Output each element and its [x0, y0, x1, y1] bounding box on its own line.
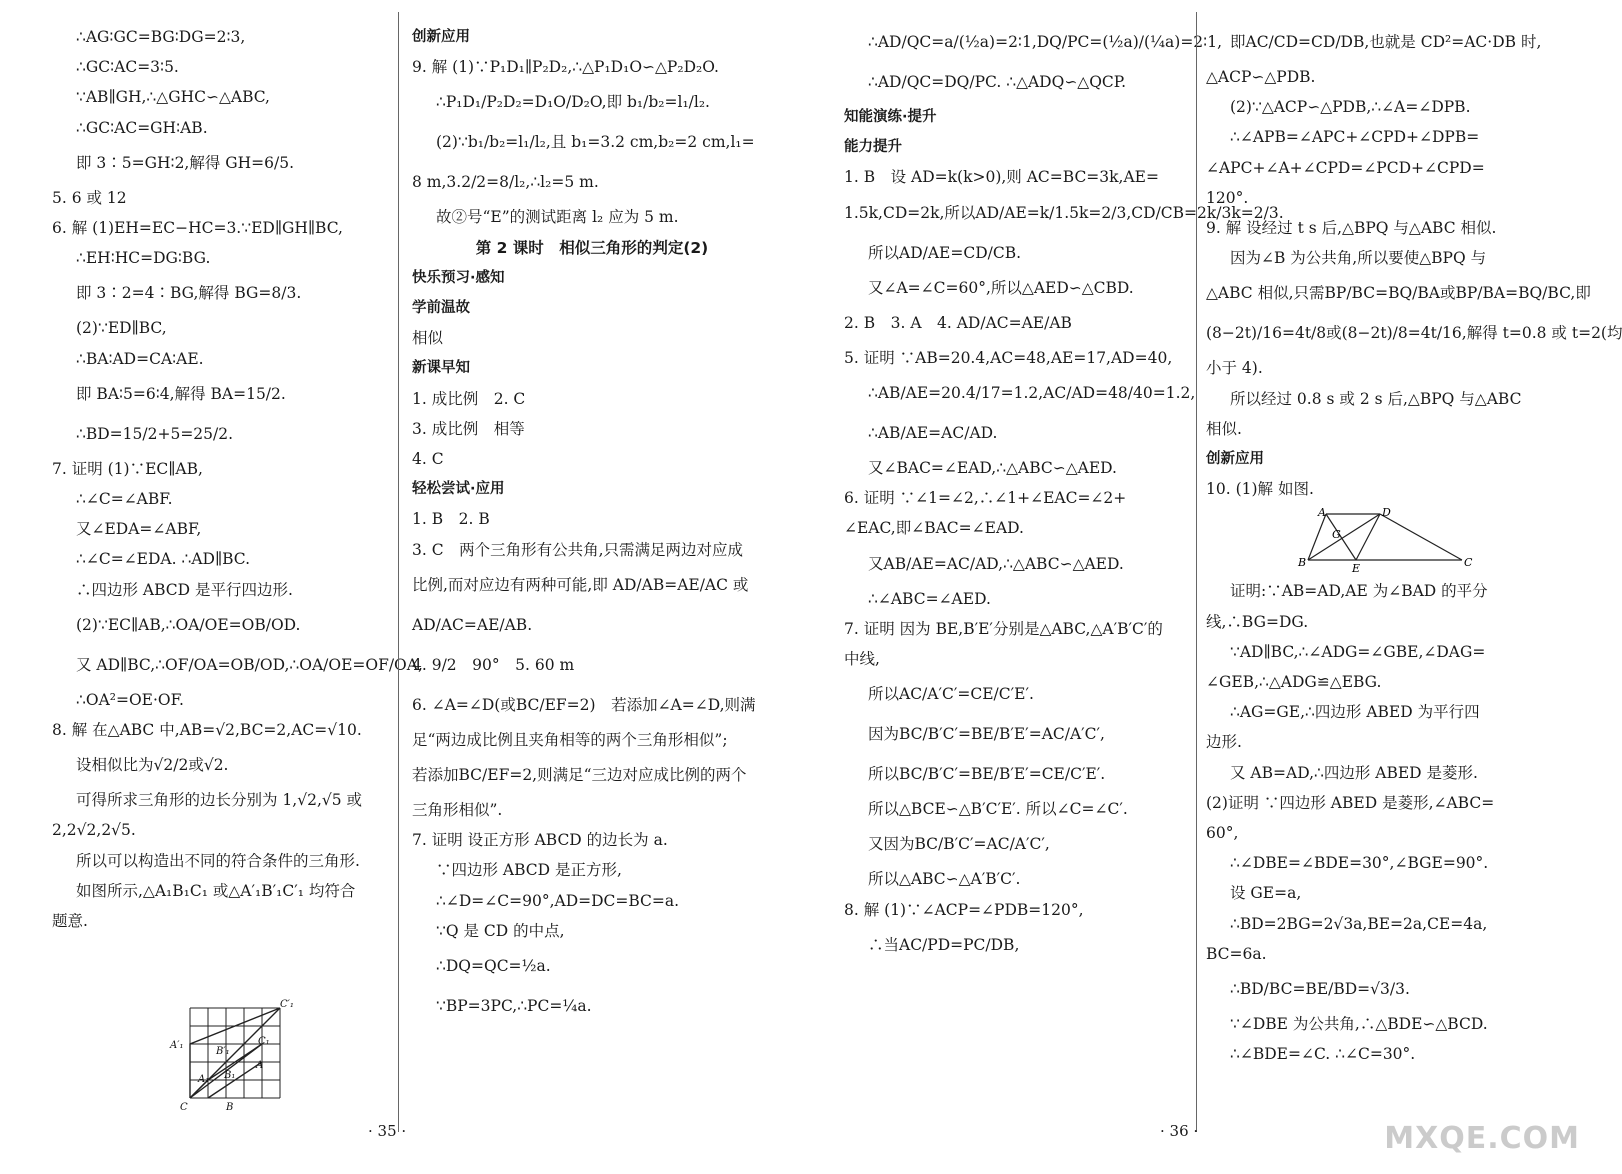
text-line: 所以AD/AE=CD/CB.: [868, 243, 1022, 262]
text-line: 即 BA∶5=6∶4,解得 BA=15/2.: [76, 384, 286, 403]
figure-line: [1308, 514, 1326, 560]
text-line: ∴BD=2BG=2√3a,BE=2a,CE=4a,: [1230, 914, 1488, 933]
text-line: 即 3∶5=GH∶2,解得 GH=6/5.: [76, 153, 295, 172]
text-line: ∵Q 是 CD 的中点,: [436, 921, 565, 940]
text-line: ∵∠DBE 为公共角,∴△BDE∽△BCD.: [1230, 1015, 1488, 1034]
text-line: 题意.: [52, 912, 88, 931]
text-line: 5. 证明 ∵AB=20.4,AC=48,AE=17,AD=40,: [844, 348, 1173, 367]
label-b1: B₁: [224, 1070, 236, 1081]
text-line: 又 AD∥BC,∴OF/OA=OB/OD,∴OA/OE=OF/OA,: [76, 655, 423, 674]
text-line: 所以△ABC∽△A′B′C′.: [868, 870, 1021, 889]
text-line: ∠APC+∠A+∠CPD=∠PCD+∠CPD=: [1206, 158, 1485, 177]
figure-line: [1356, 514, 1380, 560]
text-line: 7. 证明 因为 BE,B′E′分别是△ABC,△A′B′C′的: [844, 619, 1163, 638]
text-line: 3. C 两个三角形有公共角,只需满足两边对应成: [412, 540, 744, 559]
text-line: 如图所示,△A₁B₁C₁ 或△A′₁B′₁C′₁ 均符合: [76, 881, 356, 900]
text-line: ∠GEB,∴△ADG≌△EBG.: [1206, 673, 1382, 692]
text-line: ∴∠APB=∠APC+∠CPD+∠DPB=: [1230, 128, 1480, 147]
text-line: 又AB/AE=AC/AD,∴△ABC∽△AED.: [868, 554, 1124, 573]
text-line: ∵BP=3PC,∴PC=¼a.: [436, 997, 592, 1016]
text-line: 1.5k,CD=2k,所以AD/AE=k/1.5k=2/3,CD/CB=2k/3k=2/3.: [844, 203, 1284, 222]
text-line: ∴当AC/PD=PC/DB,: [868, 935, 1020, 954]
text-line: 9. 解 设经过 t s 后,△BPQ 与△ABC 相似.: [1206, 219, 1497, 238]
text-line: 又∠BAC=∠EAD,∴△ABC∽△AED.: [868, 459, 1117, 478]
text-line: 小于 4).: [1206, 359, 1263, 378]
text-line: 快乐预习·感知: [412, 269, 505, 286]
text-line: 所以经过 0.8 s 或 2 s 后,△BPQ 与△ABC: [1230, 389, 1522, 408]
text-line: ∵AB∥GH,∴△GHC∽△ABC,: [76, 88, 270, 107]
text-line: 8. 解 (1)∵∠ACP=∠PDB=120°,: [844, 900, 1084, 919]
figure-label-e: E: [1352, 562, 1361, 576]
text-line: AD/AC=AE/AB.: [412, 615, 533, 634]
text-line: 6. 解 (1)EH=EC−HC=3.∵ED∥GH∥BC,: [52, 219, 343, 238]
page-number-left: · 35 ·: [368, 1122, 407, 1140]
watermark: MXQE.COM: [1384, 1121, 1580, 1156]
text-line: 6. 证明 ∵∠1=∠2,∴∠1+∠EAC=∠2+: [844, 489, 1127, 508]
text-line: (2)∵b₁/b₂=l₁/l₂,且 b₁=3.2 cm,b₂=2 cm,l₁=: [436, 133, 755, 152]
text-line: 轻松尝试·应用: [412, 481, 505, 498]
text-line: 可得所求三角形的边长分别为 1,√2,√5 或: [76, 791, 363, 810]
text-line: 4. C: [412, 450, 444, 469]
text-line: 120°.: [1206, 188, 1249, 207]
text-line: BC=6a.: [1206, 944, 1267, 963]
text-line: ∴四边形 ABCD 是平行四边形.: [76, 580, 293, 599]
text-line: ∵AD∥BC,∴∠ADG=∠GBE,∠DAG=: [1230, 642, 1486, 661]
text-line: (8−2t)/16=4t/8或(8−2t)/8=4t/16,解得 t=0.8 或 t=2(均: [1206, 324, 1622, 343]
text-line: 所以BC/B′C′=BE/B′E′=CE/C′E′.: [868, 765, 1106, 784]
text-line: 所以AC/A′C′=CE/C′E′.: [868, 685, 1034, 704]
text-line: ∵四边形 ABCD 是正方形,: [436, 861, 622, 880]
text-line: 即 3∶2=4∶BG,解得 BG=8/3.: [76, 284, 302, 303]
text-line: 创新应用: [1206, 451, 1264, 468]
text-line: 又 AB=AD,∴四边形 ABED 是菱形.: [1230, 763, 1478, 782]
figure-line: [1308, 514, 1380, 560]
text-line: ∴AB/AE=20.4/17=1.2,AC/AD=48/40=1.2,: [868, 384, 1196, 403]
text-line: △ABC 相似,只需BP/BC=BQ/BA或BP/BA=BQ/BC,即: [1206, 284, 1591, 303]
text-line: 新课早知: [412, 360, 470, 377]
left-column-1: [52, 22, 423, 936]
figure-label-a: A: [1318, 506, 1326, 520]
text-line: 又∠EDA=∠ABF,: [76, 520, 202, 539]
text-line: ∴∠D=∠C=90°,AD=DC=BC=a.: [436, 891, 680, 910]
text-line: ∴P₁D₁/P₂D₂=D₁O/D₂O,即 b₁/b₂=l₁/l₂.: [436, 93, 710, 112]
text-line: ∴EH∶HC=DG∶BG.: [76, 249, 211, 268]
text-line: ∴∠C=∠ABF.: [76, 490, 173, 509]
text-line: 8 m,3.2/2=8/l₂,∴l₂=5 m.: [412, 173, 599, 192]
text-line: 1. 成比例 2. C: [412, 389, 526, 408]
text-line: 若添加BC/EF=2,则满足“三边对应成比例的两个: [412, 766, 747, 785]
text-line: (2)∵ED∥BC,: [76, 319, 167, 338]
grid-figure: [168, 998, 298, 1116]
text-line: 2. B 3. A 4. AD/AC=AE/AB: [844, 313, 1072, 332]
text-line: 所以△BCE∽△B′C′E′. 所以∠C=∠C′.: [868, 800, 1128, 819]
text-line: ∠EAC,即∠BAC=∠EAD.: [844, 519, 1024, 538]
text-line: 又∠A=∠C=60°,所以△AED∽△CBD.: [868, 278, 1134, 297]
text-line: ∴OA²=OE·OF.: [76, 690, 184, 709]
text-line: ∴BD=15/2+5=25/2.: [76, 424, 234, 443]
text-line: ∴BA∶AD=CA∶AE.: [76, 349, 204, 368]
label-a1: A₁: [198, 1074, 210, 1085]
figure-label-b: B: [1298, 556, 1307, 570]
text-line: 4. 9/2 90° 5. 60 m: [412, 655, 575, 674]
column-divider: [398, 12, 399, 1132]
text-line: 60°,: [1206, 824, 1239, 843]
text-line: ∴GC∶AC=3∶5.: [76, 58, 179, 77]
text-line: 学前温故: [412, 300, 470, 317]
right-page: [800, 0, 1622, 1174]
label-c: C: [180, 1102, 188, 1113]
figure-label-c: C: [1464, 556, 1473, 570]
text-line: 9. 解 (1)∵P₁D₁∥P₂D₂,∴△P₁D₁O∽△P₂D₂O.: [412, 58, 719, 77]
text-line: 知能演练·提升: [844, 109, 937, 125]
text-line: 比例,而对应边有两种可能,即 AD/AB=AE/AC 或: [412, 575, 749, 594]
text-line: ∴GC∶AC=GH∶AB.: [76, 118, 208, 137]
column-divider: [1196, 12, 1197, 1132]
text-line: 线,∴BG=DG.: [1206, 612, 1309, 631]
text-line: (2)证明 ∵四边形 ABED 是菱形,∠ABC=: [1206, 793, 1495, 812]
text-line: 1. B 2. B: [412, 510, 490, 529]
label-c1: C₁: [258, 1036, 270, 1047]
label-a: A: [256, 1060, 264, 1071]
right-column-2: [1206, 22, 1622, 1069]
label-c1-prime: C′₁: [280, 999, 294, 1010]
label-a1-prime: A′₁: [170, 1040, 184, 1051]
text-line: 第 2 课时 相似三角形的判定(2): [475, 238, 709, 257]
text-line: (2)∵EC∥AB,∴OA/OE=OB/OD.: [76, 615, 301, 634]
text-line: ∴∠C=∠EDA. ∴AD∥BC.: [76, 550, 251, 569]
label-b1-prime: B′₁: [216, 1046, 230, 1057]
figure-line: [1380, 514, 1462, 560]
text-line: 边形.: [1206, 733, 1242, 752]
text-line: 3. 成比例 相等: [412, 419, 525, 438]
text-line: ∴AD/QC=DQ/PC. ∴△ADQ∽△QCP.: [868, 73, 1127, 91]
text-line: ∴BD/BC=BE/BD=√3/3.: [1230, 980, 1410, 999]
text-line: 10. (1)解 如图.: [1206, 480, 1314, 499]
text-line: 相似: [412, 329, 444, 348]
text-line: 即AC/CD=CD/DB,也就是 CD²=AC·DB 时,: [1230, 33, 1542, 51]
text-line: ∴AD/QC=a/(½a)=2∶1,DQ/PC=(½a)/(¼a)=2∶1,: [868, 33, 1222, 51]
text-line: 中线,: [844, 650, 880, 669]
text-line: 2,2√2,2√5.: [52, 821, 136, 840]
text-line: 1. B 设 AD=k(k>0),则 AC=BC=3k,AE=: [844, 168, 1159, 187]
page-number-right: · 36 ·: [1160, 1122, 1199, 1140]
text-line: ∴∠DBE=∠BDE=30°,∠BGE=90°.: [1230, 854, 1489, 873]
text-line: △ACP∽△PDB.: [1206, 68, 1316, 86]
rhombus-figure: [1298, 506, 1488, 576]
text-line: 6. ∠A=∠D(或BC/EF=2) 若添加∠A=∠D,则满: [412, 695, 756, 714]
figure-line: [1326, 514, 1356, 560]
text-line: 7. 证明 (1)∵EC∥AB,: [52, 459, 203, 478]
text-line: ∴DQ=QC=½a.: [436, 957, 551, 976]
left-column-2: [412, 22, 772, 1026]
text-line: 能力提升: [844, 139, 902, 156]
text-line: 故②号“E”的测试距离 l₂ 应为 5 m.: [436, 208, 679, 227]
text-line: ∴AG∶GC=BG∶DG=2∶3,: [76, 28, 246, 46]
text-line: 7. 证明 设正方形 ABCD 的边长为 a.: [412, 831, 668, 850]
figure-label-g: G: [1332, 528, 1341, 542]
text-line: 5. 6 或 12: [52, 188, 127, 207]
text-line: 8. 解 在△ABC 中,AB=√2,BC=2,AC=√10.: [52, 721, 362, 740]
figure-label-d: D: [1382, 506, 1391, 520]
text-line: ∴AG=GE,∴四边形 ABED 为平行四: [1230, 703, 1480, 722]
text-line: 相似.: [1206, 419, 1242, 438]
text-line: 又因为BC/B′C′=AC/A′C′,: [868, 835, 1050, 854]
text-line: 设相似比为√2/2或√2.: [76, 756, 229, 775]
text-line: ∴∠ABC=∠AED.: [868, 589, 991, 608]
text-line: 设 GE=a,: [1230, 884, 1302, 903]
text-line: 足“两边成比例且夹角相等的两个三角形相似”;: [412, 730, 728, 749]
text-line: 三角形相似”.: [412, 801, 503, 820]
text-line: (2)∵△ACP∽△PDB,∴∠A=∠DPB.: [1230, 98, 1471, 117]
text-line: 因为∠B 为公共角,所以要使△BPQ 与: [1230, 249, 1487, 268]
text-line: 所以可以构造出不同的符合条件的三角形.: [76, 851, 360, 870]
label-b: B: [226, 1102, 234, 1113]
text-line: 因为BC/B′C′=BE/B′E′=AC/A′C′,: [868, 725, 1105, 744]
text-line: ∴AB/AE=AC/AD.: [868, 424, 998, 443]
text-line: 证明:∵AB=AD,AE 为∠BAD 的平分: [1230, 582, 1488, 601]
left-page: [0, 0, 800, 1174]
text-line: 创新应用: [412, 29, 470, 45]
text-line: ∴∠BDE=∠C. ∴∠C=30°.: [1230, 1045, 1416, 1064]
